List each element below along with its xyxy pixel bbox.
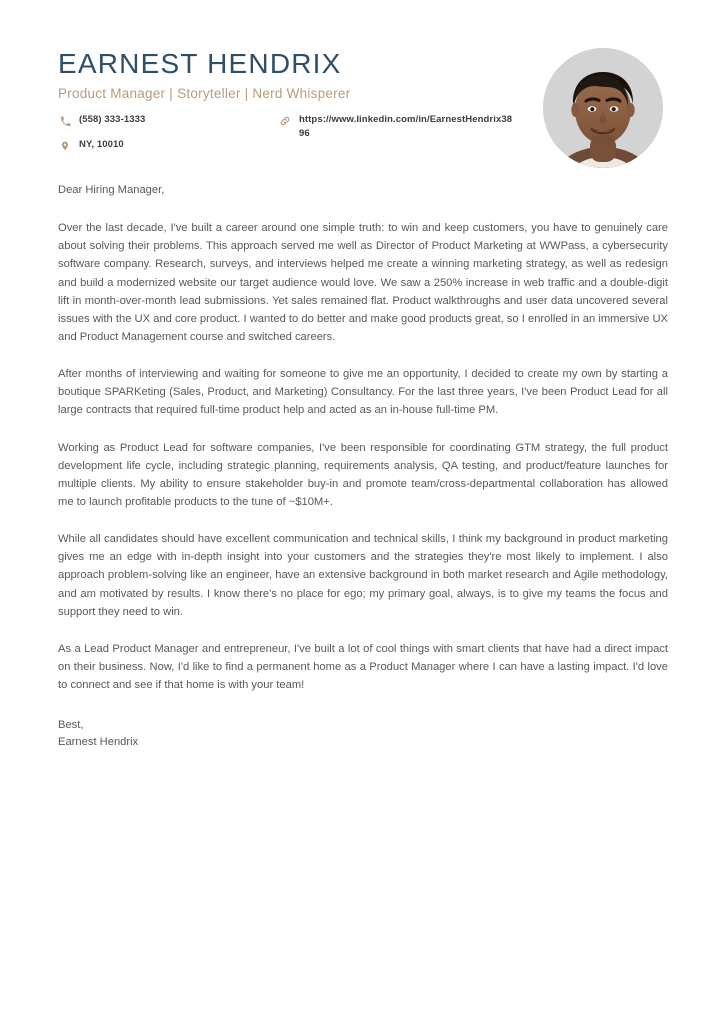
salutation: Dear Hiring Manager, <box>58 184 165 196</box>
paragraph-2: After months of interviewing and waiting for someone to give me an opportunity, I decided to create my own by starting a boutique SPARKeting (Sales, Product, and Marketing) Consultancy. For the last three years, I've been Product Lead for all large contracts that required full-time product help and acted as an in-house full-time PM. <box>58 368 668 417</box>
paragraph-4: While all candidates should have excellent communication and technical skills, I think my background in product marketing gives me an edge with in-depth insight into your customers and the strategies they're most likely to implement. I also approach problem-solving like an engineer, have an extensive background in both market research and Agile methodology, and am motivated by results. I know there's no place for ego; my primary goal, always, is to give my teams the focus and support they need to win. <box>58 533 668 618</box>
contact-column-right <box>278 113 528 151</box>
signature-block <box>58 717 668 750</box>
link-icon <box>278 114 292 128</box>
map-pin-icon <box>58 139 72 153</box>
closing-text: Best, <box>58 719 84 732</box>
linkedin-url: https://www.linkedin.com/in/EarnestHendrix3896 <box>299 114 513 139</box>
letter-body <box>58 181 668 750</box>
signature-name: Earnest Hendrix <box>58 735 139 748</box>
avatar <box>543 48 663 168</box>
contact-column-left <box>58 113 273 163</box>
paragraph-1: Over the last decade, I've built a career around one simple truth: to win and keep customers, you have to genuinely care about solving their problems. This approach served me well as Director of Product Marketing at WWPass, a cybersecurity software company. Research, surveys, and interviews helped me create a winning marketing strategy, as well as redesign and build a modernized website our target audience would love. We saw a 250% increase in web traffic and a double-digit lift in month-over-month lead submissions. Yet sales remained flat. Product walkthroughs and user data uncovered several issues with the UX and core product. I wanted to do better and make good products great, so I enrolled in an immersive UX and Product Management course and switched careers. <box>58 222 668 343</box>
contact-item-linkedin[interactable] <box>278 113 528 141</box>
headshot-photo <box>543 48 663 168</box>
paragraph-3: Working as Product Lead for software companies, I've been responsible for coordinating GTM strategy, the full product development life cycle, including strategic planning, requirements analysis, QA testing, and product/feature launches for multiple clients. My ability to ensure stakeholder buy-in and promote team/cross-departmental collaboration has allowed me to launch profitable products to the tune of ~$10M+. <box>58 441 668 508</box>
contact-item-location <box>58 138 273 153</box>
phone-number: (558) 333-1333 <box>79 114 146 126</box>
location-text: NY, 10010 <box>79 139 124 151</box>
contact-item-phone[interactable] <box>58 113 273 128</box>
paragraph-5: As a Lead Product Manager and entrepreneur, I've built a lot of cool things with smart clients that have had a direct impact on their business. Now, I'd like to find a permanent home as a Product Manager where I can have a lasting impact. I'd love to connect and see if that home is with your team! <box>58 642 668 692</box>
page-title: EARNEST HENDRIX <box>58 48 342 79</box>
phone-icon <box>58 114 72 128</box>
professional-tagline: Product Manager | Storyteller | Nerd Whisperer <box>58 86 351 102</box>
header-text-block <box>58 48 528 151</box>
